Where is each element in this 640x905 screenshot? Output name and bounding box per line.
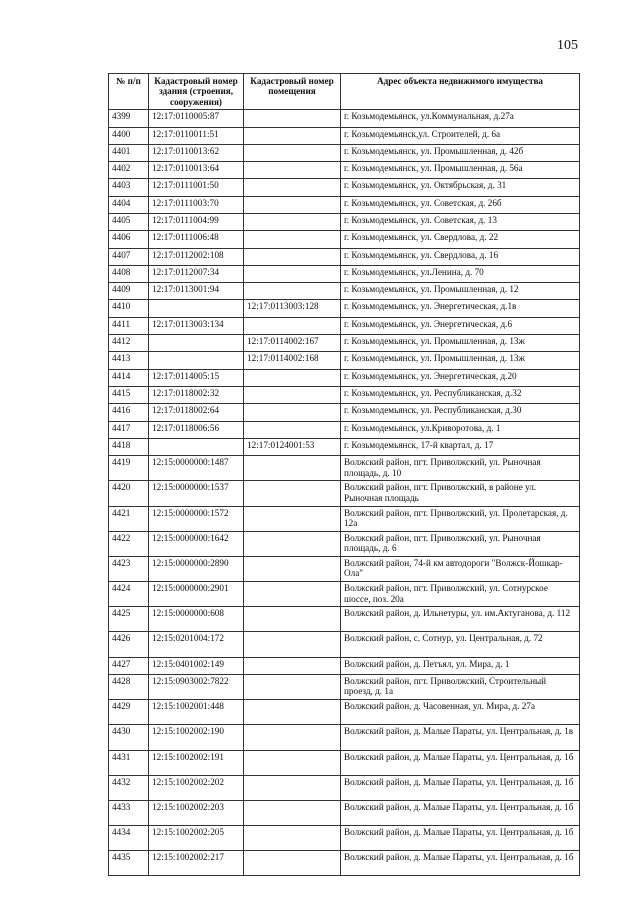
header-premises-cadastral-number: Кадастровый номер помещения xyxy=(244,74,341,110)
cell-premises-cadastral-number xyxy=(244,851,341,876)
cell-property-address: Волжский район, пгт. Приволжский, ул. Пролетарская, д. 12а xyxy=(341,506,580,531)
cell-building-cadastral-number: 12:15:1002002:205 xyxy=(149,826,244,851)
cell-premises-cadastral-number xyxy=(244,632,341,657)
table-row xyxy=(109,674,580,699)
cell-property-address: Волжский район, д. Малые Параты, ул. Центральная, д. 1б xyxy=(341,775,580,800)
cell-property-address: Волжский район, д. Петъял, ул. Мира, д. 1 xyxy=(341,657,580,674)
cell-property-address: г. Козьмодемьянск, ул.Ленина, д. 70 xyxy=(341,265,580,282)
table-row xyxy=(109,481,580,506)
cell-row-number: 4433 xyxy=(109,800,149,825)
table-row xyxy=(109,283,580,300)
cell-row-number: 4419 xyxy=(109,456,149,481)
table-row xyxy=(109,607,580,632)
cell-premises-cadastral-number xyxy=(244,386,341,403)
cell-property-address: г. Козьмодемьянск, 17-й квартал, д. 17 xyxy=(341,438,580,455)
cell-building-cadastral-number: 12:17:0118002:64 xyxy=(149,404,244,421)
cell-building-cadastral-number: 12:17:0111001:50 xyxy=(149,179,244,196)
table-row xyxy=(109,775,580,800)
cell-building-cadastral-number: 12:17:0110005:87 xyxy=(149,110,244,127)
table-header-row xyxy=(109,74,580,110)
cell-premises-cadastral-number xyxy=(244,481,341,506)
cell-premises-cadastral-number xyxy=(244,231,341,248)
cell-building-cadastral-number: 12:15:0000000:1642 xyxy=(149,531,244,556)
cell-building-cadastral-number: 12:15:1002001:448 xyxy=(149,700,244,725)
cell-building-cadastral-number: 12:15:1002002:217 xyxy=(149,851,244,876)
table-row xyxy=(109,179,580,196)
cell-building-cadastral-number: 12:17:0113003:134 xyxy=(149,317,244,334)
cell-building-cadastral-number: 12:17:0114005:15 xyxy=(149,369,244,386)
cell-building-cadastral-number xyxy=(149,438,244,455)
cell-row-number: 4420 xyxy=(109,481,149,506)
cell-row-number: 4423 xyxy=(109,556,149,581)
cell-property-address: г. Козьмодемьянск, ул. Промышленная, д. 13ж xyxy=(341,335,580,352)
cell-building-cadastral-number: 12:17:0110011:51 xyxy=(149,127,244,144)
table-row xyxy=(109,335,580,352)
cell-premises-cadastral-number: 12:17:0124001:53 xyxy=(244,438,341,455)
table-row xyxy=(109,700,580,725)
table-body xyxy=(109,110,580,876)
cell-row-number: 4404 xyxy=(109,196,149,213)
cell-premises-cadastral-number xyxy=(244,144,341,161)
table-row xyxy=(109,214,580,231)
cell-premises-cadastral-number xyxy=(244,775,341,800)
cell-property-address: Волжский район, д. Малые Параты, ул. Центральная, д. 1б xyxy=(341,826,580,851)
cell-row-number: 4434 xyxy=(109,826,149,851)
cell-row-number: 4415 xyxy=(109,386,149,403)
table-row xyxy=(109,127,580,144)
cell-building-cadastral-number xyxy=(149,335,244,352)
cell-property-address: Волжский район, д. Ильнетуры, ул. им.Актуганова, д. 112 xyxy=(341,607,580,632)
cell-property-address: г. Козьмодемьянск, ул. Промышленная, д. 42б xyxy=(341,144,580,161)
cell-property-address: Волжский район, пгт. Приволжский, в районе ул. Рыночная площадь xyxy=(341,481,580,506)
table-row xyxy=(109,632,580,657)
table-row xyxy=(109,231,580,248)
cell-building-cadastral-number: 12:17:0111003:70 xyxy=(149,196,244,213)
cell-property-address: г. Козьмодемьянск, ул. Республиканская, д.30 xyxy=(341,404,580,421)
cell-building-cadastral-number: 12:17:0112007:34 xyxy=(149,265,244,282)
cell-row-number: 4426 xyxy=(109,632,149,657)
cell-premises-cadastral-number xyxy=(244,531,341,556)
cell-row-number: 4406 xyxy=(109,231,149,248)
table-row xyxy=(109,506,580,531)
cell-row-number: 4410 xyxy=(109,300,149,317)
cell-property-address: г. Козьмодемьянск, ул. Промышленная, д. 13ж xyxy=(341,352,580,369)
cell-row-number: 4405 xyxy=(109,214,149,231)
cell-building-cadastral-number: 12:17:0111004:99 xyxy=(149,214,244,231)
cell-premises-cadastral-number xyxy=(244,421,341,438)
cell-row-number: 4428 xyxy=(109,674,149,699)
cell-premises-cadastral-number xyxy=(244,826,341,851)
cell-premises-cadastral-number xyxy=(244,657,341,674)
cell-premises-cadastral-number xyxy=(244,506,341,531)
cell-property-address: г. Козьмодемьянск, ул. Октябрьская, д. 31 xyxy=(341,179,580,196)
cell-building-cadastral-number: 12:15:0401002:149 xyxy=(149,657,244,674)
page-number: 105 xyxy=(557,38,578,53)
table-row xyxy=(109,851,580,876)
cell-premises-cadastral-number: 12:17:0114002:168 xyxy=(244,352,341,369)
cell-premises-cadastral-number xyxy=(244,674,341,699)
cell-building-cadastral-number: 12:17:0118002:32 xyxy=(149,386,244,403)
cell-property-address: Волжский район, д. Малые Параты, ул. Центральная, д. 1б xyxy=(341,800,580,825)
cell-premises-cadastral-number xyxy=(244,179,341,196)
table-row xyxy=(109,438,580,455)
cell-building-cadastral-number: 12:15:1002002:203 xyxy=(149,800,244,825)
table-row xyxy=(109,162,580,179)
cell-property-address: г. Козьмодемьянск, ул. Свердлова, д. 16 xyxy=(341,248,580,265)
table-row xyxy=(109,404,580,421)
table-row xyxy=(109,456,580,481)
cell-property-address: Волжский район, с. Сотнур, ул. Центральная, д. 72 xyxy=(341,632,580,657)
table-row xyxy=(109,582,580,607)
header-row-number: № п/п xyxy=(109,74,149,110)
cell-property-address: Волжский район, пгт. Приволжский, Строительный проезд, д. 1а xyxy=(341,674,580,699)
cell-row-number: 4431 xyxy=(109,750,149,775)
cell-property-address: г. Козьмодемьянск, ул. Свердлова, д. 22 xyxy=(341,231,580,248)
cell-property-address: г. Козьмодемьянск, ул. Энергетическая, д.6 xyxy=(341,317,580,334)
table-row xyxy=(109,144,580,161)
cell-row-number: 4416 xyxy=(109,404,149,421)
cell-premises-cadastral-number xyxy=(244,110,341,127)
cell-building-cadastral-number: 12:17:0112002:108 xyxy=(149,248,244,265)
cell-row-number: 4427 xyxy=(109,657,149,674)
table-row xyxy=(109,800,580,825)
table-row xyxy=(109,317,580,334)
cell-property-address: Волжский район, пгт. Приволжский, ул. Сотнурское шоссе, поз. 20а xyxy=(341,582,580,607)
cell-premises-cadastral-number xyxy=(244,456,341,481)
table-row xyxy=(109,369,580,386)
cell-row-number: 4421 xyxy=(109,506,149,531)
cell-building-cadastral-number: 12:15:0000000:1572 xyxy=(149,506,244,531)
cell-property-address: г. Козьмодемьянск, ул. Промышленная, д. 12 xyxy=(341,283,580,300)
table-row xyxy=(109,531,580,556)
cell-building-cadastral-number: 12:15:0000000:1537 xyxy=(149,481,244,506)
cell-building-cadastral-number: 12:15:1002002:190 xyxy=(149,725,244,750)
cell-row-number: 4400 xyxy=(109,127,149,144)
cell-row-number: 4412 xyxy=(109,335,149,352)
table-row xyxy=(109,265,580,282)
cell-premises-cadastral-number xyxy=(244,196,341,213)
cell-building-cadastral-number: 12:15:0201004:172 xyxy=(149,632,244,657)
cell-row-number: 4407 xyxy=(109,248,149,265)
cell-property-address: г. Козьмодемьянск, ул.Коммунальная, д.27а xyxy=(341,110,580,127)
cell-premises-cadastral-number: 12:17:0113003:128 xyxy=(244,300,341,317)
table-row xyxy=(109,725,580,750)
cell-row-number: 4414 xyxy=(109,369,149,386)
cell-building-cadastral-number xyxy=(149,352,244,369)
table-row xyxy=(109,300,580,317)
cell-row-number: 4432 xyxy=(109,775,149,800)
cell-property-address: г. Козьмодемьянск,ул. Строителей, д. 6а xyxy=(341,127,580,144)
header-building-cadastral-number: Кадастровый номер здания (строения, сооружения) xyxy=(149,74,244,110)
property-registry-table xyxy=(108,73,580,876)
cell-row-number: 4409 xyxy=(109,283,149,300)
cell-property-address: Волжский район, д. Малые Параты, ул. Центральная, д. 1в xyxy=(341,725,580,750)
cell-property-address: г. Козьмодемьянск, ул. Советская, д. 13 xyxy=(341,214,580,231)
table-row xyxy=(109,110,580,127)
cell-building-cadastral-number: 12:15:1002002:191 xyxy=(149,750,244,775)
cell-premises-cadastral-number xyxy=(244,162,341,179)
cell-premises-cadastral-number xyxy=(244,404,341,421)
cell-property-address: г. Козьмодемьянск, ул. Республиканская, д.32 xyxy=(341,386,580,403)
table-row xyxy=(109,352,580,369)
cell-building-cadastral-number: 12:15:0000000:2890 xyxy=(149,556,244,581)
cell-building-cadastral-number: 12:17:0118006:56 xyxy=(149,421,244,438)
cell-row-number: 4403 xyxy=(109,179,149,196)
table-row xyxy=(109,750,580,775)
cell-building-cadastral-number: 12:17:0111006:48 xyxy=(149,231,244,248)
cell-premises-cadastral-number xyxy=(244,750,341,775)
cell-row-number: 4417 xyxy=(109,421,149,438)
cell-row-number: 4399 xyxy=(109,110,149,127)
cell-building-cadastral-number: 12:15:0903002:7822 xyxy=(149,674,244,699)
cell-row-number: 4424 xyxy=(109,582,149,607)
cell-row-number: 4408 xyxy=(109,265,149,282)
cell-premises-cadastral-number xyxy=(244,127,341,144)
cell-property-address: г. Козьмодемьянск, ул. Промышленная, д. 56а xyxy=(341,162,580,179)
cell-property-address: Волжский район, пгт. Приволжский, ул. Рыночная площадь, д. 10 xyxy=(341,456,580,481)
table-row xyxy=(109,386,580,403)
cell-building-cadastral-number: 12:17:0113001:94 xyxy=(149,283,244,300)
cell-property-address: г. Козьмодемьянск, ул. Энергетическая, д.20 xyxy=(341,369,580,386)
cell-building-cadastral-number: 12:15:1002002:202 xyxy=(149,775,244,800)
table-row xyxy=(109,657,580,674)
cell-building-cadastral-number xyxy=(149,300,244,317)
cell-row-number: 4401 xyxy=(109,144,149,161)
cell-premises-cadastral-number xyxy=(244,369,341,386)
cell-row-number: 4411 xyxy=(109,317,149,334)
cell-building-cadastral-number: 12:15:0000000:2901 xyxy=(149,582,244,607)
cell-premises-cadastral-number xyxy=(244,607,341,632)
cell-premises-cadastral-number xyxy=(244,582,341,607)
cell-row-number: 4425 xyxy=(109,607,149,632)
cell-row-number: 4402 xyxy=(109,162,149,179)
cell-row-number: 4422 xyxy=(109,531,149,556)
cell-property-address: г. Козьмодемьянск, ул. Советская, д. 26б xyxy=(341,196,580,213)
cell-row-number: 4413 xyxy=(109,352,149,369)
cell-property-address: Волжский район, д. Малые Параты, ул. Центральная, д. 1б xyxy=(341,851,580,876)
cell-premises-cadastral-number xyxy=(244,214,341,231)
cell-premises-cadastral-number: 12:17:0114002:167 xyxy=(244,335,341,352)
cell-premises-cadastral-number xyxy=(244,265,341,282)
cell-premises-cadastral-number xyxy=(244,248,341,265)
cell-row-number: 4418 xyxy=(109,438,149,455)
table-row xyxy=(109,826,580,851)
cell-row-number: 4435 xyxy=(109,851,149,876)
cell-property-address: Волжский район, пгт. Приволжский, ул. Рыночная площадь, д. 6 xyxy=(341,531,580,556)
cell-property-address: Волжский район, д. Часовенная, ул. Мира, д. 27а xyxy=(341,700,580,725)
table-row xyxy=(109,196,580,213)
header-property-address: Адрес объекта недвижимого имущества xyxy=(341,74,580,110)
cell-building-cadastral-number: 12:17:0110013:64 xyxy=(149,162,244,179)
cell-building-cadastral-number: 12:15:0000000:608 xyxy=(149,607,244,632)
cell-premises-cadastral-number xyxy=(244,317,341,334)
cell-property-address: Волжский район, 74-й км автодороги "Волжск-Йошкар-Ола" xyxy=(341,556,580,581)
table-row xyxy=(109,421,580,438)
cell-premises-cadastral-number xyxy=(244,556,341,581)
cell-property-address: Волжский район, д. Малые Параты, ул. Центральная, д. 1б xyxy=(341,750,580,775)
cell-building-cadastral-number: 12:15:0000000:1487 xyxy=(149,456,244,481)
table-row xyxy=(109,248,580,265)
cell-property-address: г. Козьмодемьянск, ул.Криворотова, д. 1 xyxy=(341,421,580,438)
cell-row-number: 4430 xyxy=(109,725,149,750)
cell-premises-cadastral-number xyxy=(244,725,341,750)
cell-property-address: г. Козьмодемьянск, ул. Энергетическая, д.1в xyxy=(341,300,580,317)
cell-row-number: 4429 xyxy=(109,700,149,725)
cell-premises-cadastral-number xyxy=(244,283,341,300)
cell-premises-cadastral-number xyxy=(244,700,341,725)
table-row xyxy=(109,556,580,581)
cell-premises-cadastral-number xyxy=(244,800,341,825)
cell-building-cadastral-number: 12:17:0110013:62 xyxy=(149,144,244,161)
